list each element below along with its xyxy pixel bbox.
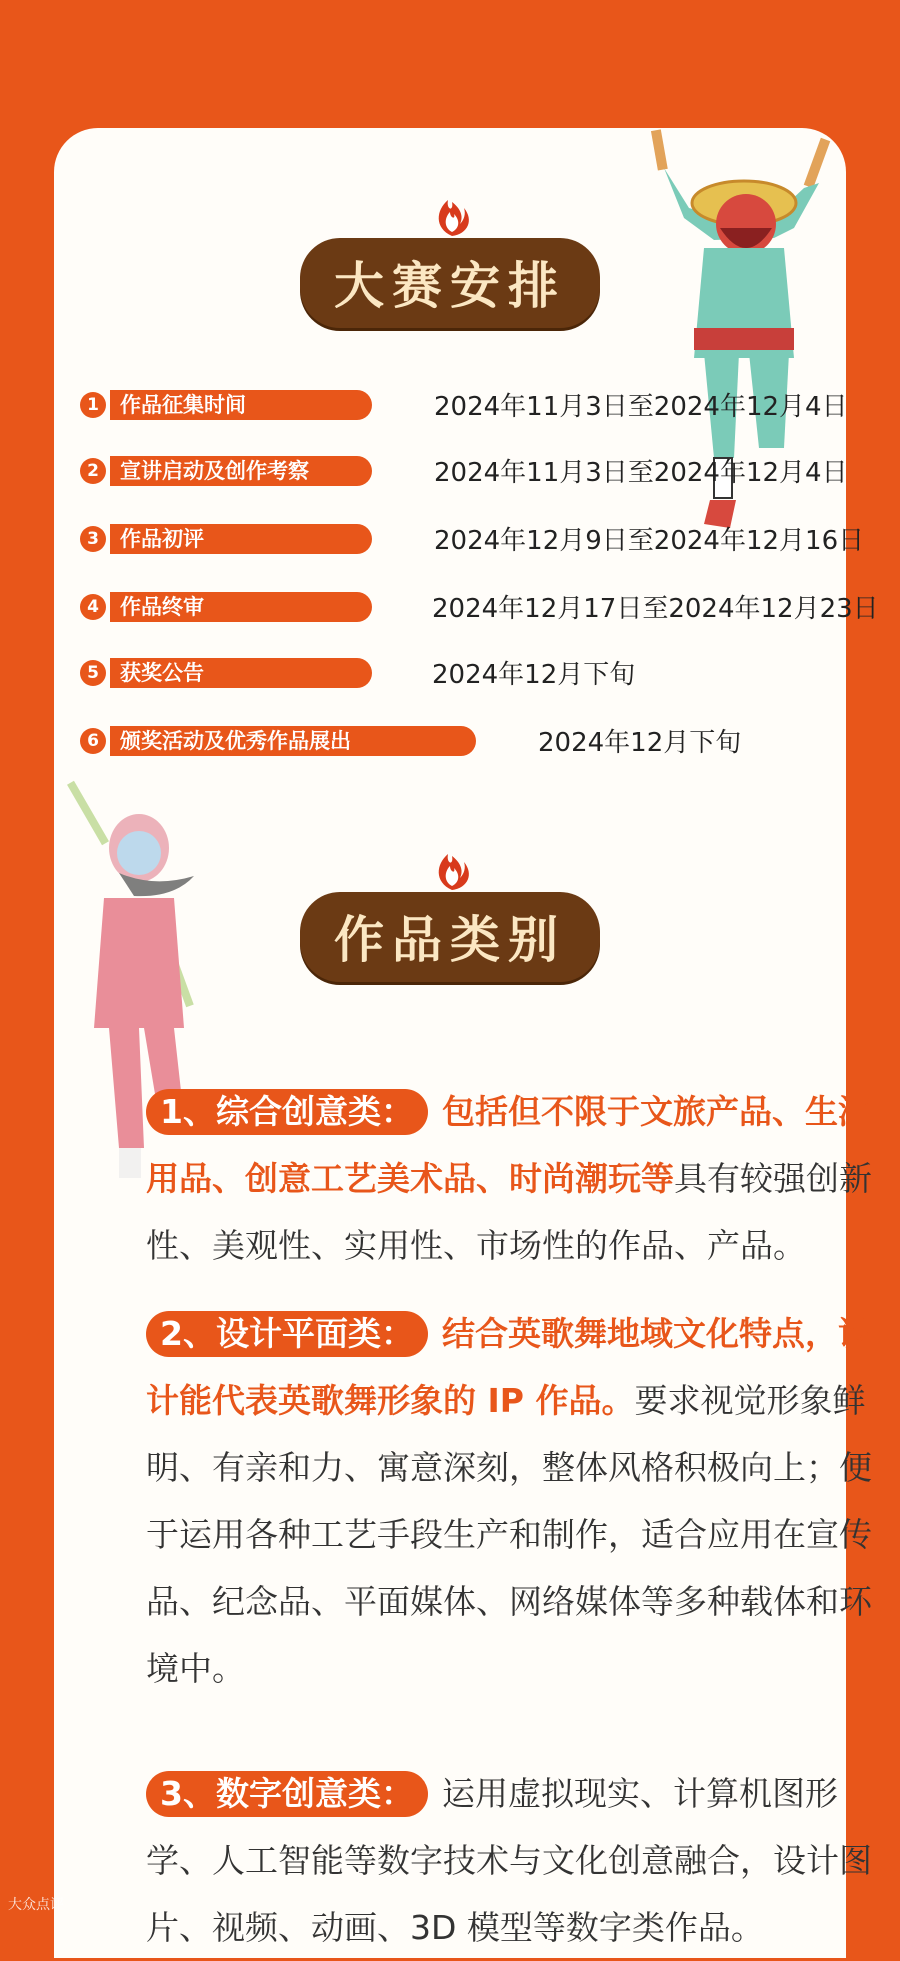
category-text: 运用虚拟现实、计算机图形学、人工智能等数字技术与文化创意融合，设计图片、视频、动画、3D 模型等数字类作品。 — [146, 1774, 872, 1947]
category-text: 要求视觉形象鲜明、有亲和力、寓意深刻，整体风格积极向上；便于运用各种工艺手段生产和制作，适合应用在宣传品、纪念品、平面媒体、网络媒体等多种载体和环境中。 — [146, 1381, 872, 1688]
category-item-1 — [146, 1078, 876, 1279]
step-number-badge: 5 — [80, 660, 106, 686]
category-tag: 2、设计平面类： — [146, 1311, 428, 1357]
section-title-wrap-schedule — [54, 238, 846, 328]
schedule-label: 作品终审 — [110, 592, 372, 622]
dancer-illustration-right — [644, 128, 844, 568]
watermark: 大众点评 — [8, 1897, 64, 1913]
category-highlight: 结合英歌舞地域文化特点，设计能代表英歌舞形象的 IP 作品。 — [146, 1314, 871, 1420]
flame-icon — [430, 842, 474, 892]
section-title-text: 作品类别 — [334, 910, 566, 969]
content-card — [54, 128, 879, 1958]
schedule-date: 2024年12月下旬 — [538, 728, 742, 758]
schedule-row — [80, 388, 372, 422]
schedule-label: 作品初评 — [110, 524, 372, 554]
step-number-badge: 6 — [80, 728, 106, 754]
section-title-schedule — [300, 238, 600, 328]
category-item-3 — [146, 1760, 876, 1961]
schedule-date: 2024年11月3日至2024年12月4日 — [434, 392, 848, 422]
flame-icon — [430, 188, 474, 238]
schedule-date: 2024年12月9日至2024年12月16日 — [434, 526, 865, 556]
category-tag: 3、数字创意类： — [146, 1771, 428, 1817]
category-text: 具有较强创新性、美观性、实用性、市场性的作品、产品。 — [146, 1159, 872, 1265]
schedule-row — [80, 454, 372, 488]
category-tag: 1、综合创意类： — [146, 1089, 428, 1135]
schedule-date: 2024年12月17日至2024年12月23日 — [432, 594, 879, 624]
step-number-badge: 4 — [80, 594, 106, 620]
section-title-categories — [300, 892, 600, 982]
schedule-label: 颁奖活动及优秀作品展出 — [110, 726, 476, 756]
section-title-text: 大赛安排 — [334, 256, 566, 315]
step-number-badge: 2 — [80, 458, 106, 484]
schedule-date: 2024年11月3日至2024年12月4日 — [434, 458, 848, 488]
schedule-label: 作品征集时间 — [110, 390, 372, 420]
schedule-row — [80, 724, 476, 758]
schedule-label: 获奖公告 — [110, 658, 372, 688]
schedule-date: 2024年12月下旬 — [432, 660, 636, 690]
section-title-wrap-categories — [54, 892, 846, 982]
schedule-row — [80, 590, 372, 624]
category-highlight: 包括但不限于文旅产品、生活用品、创意工艺美术品、时尚潮玩等 — [146, 1092, 871, 1198]
category-item-2 — [146, 1300, 876, 1702]
schedule-row — [80, 656, 372, 690]
step-number-badge: 1 — [80, 392, 106, 418]
step-number-badge: 3 — [80, 526, 106, 552]
schedule-label: 宣讲启动及创作考察 — [110, 456, 372, 486]
schedule-row — [80, 522, 372, 556]
